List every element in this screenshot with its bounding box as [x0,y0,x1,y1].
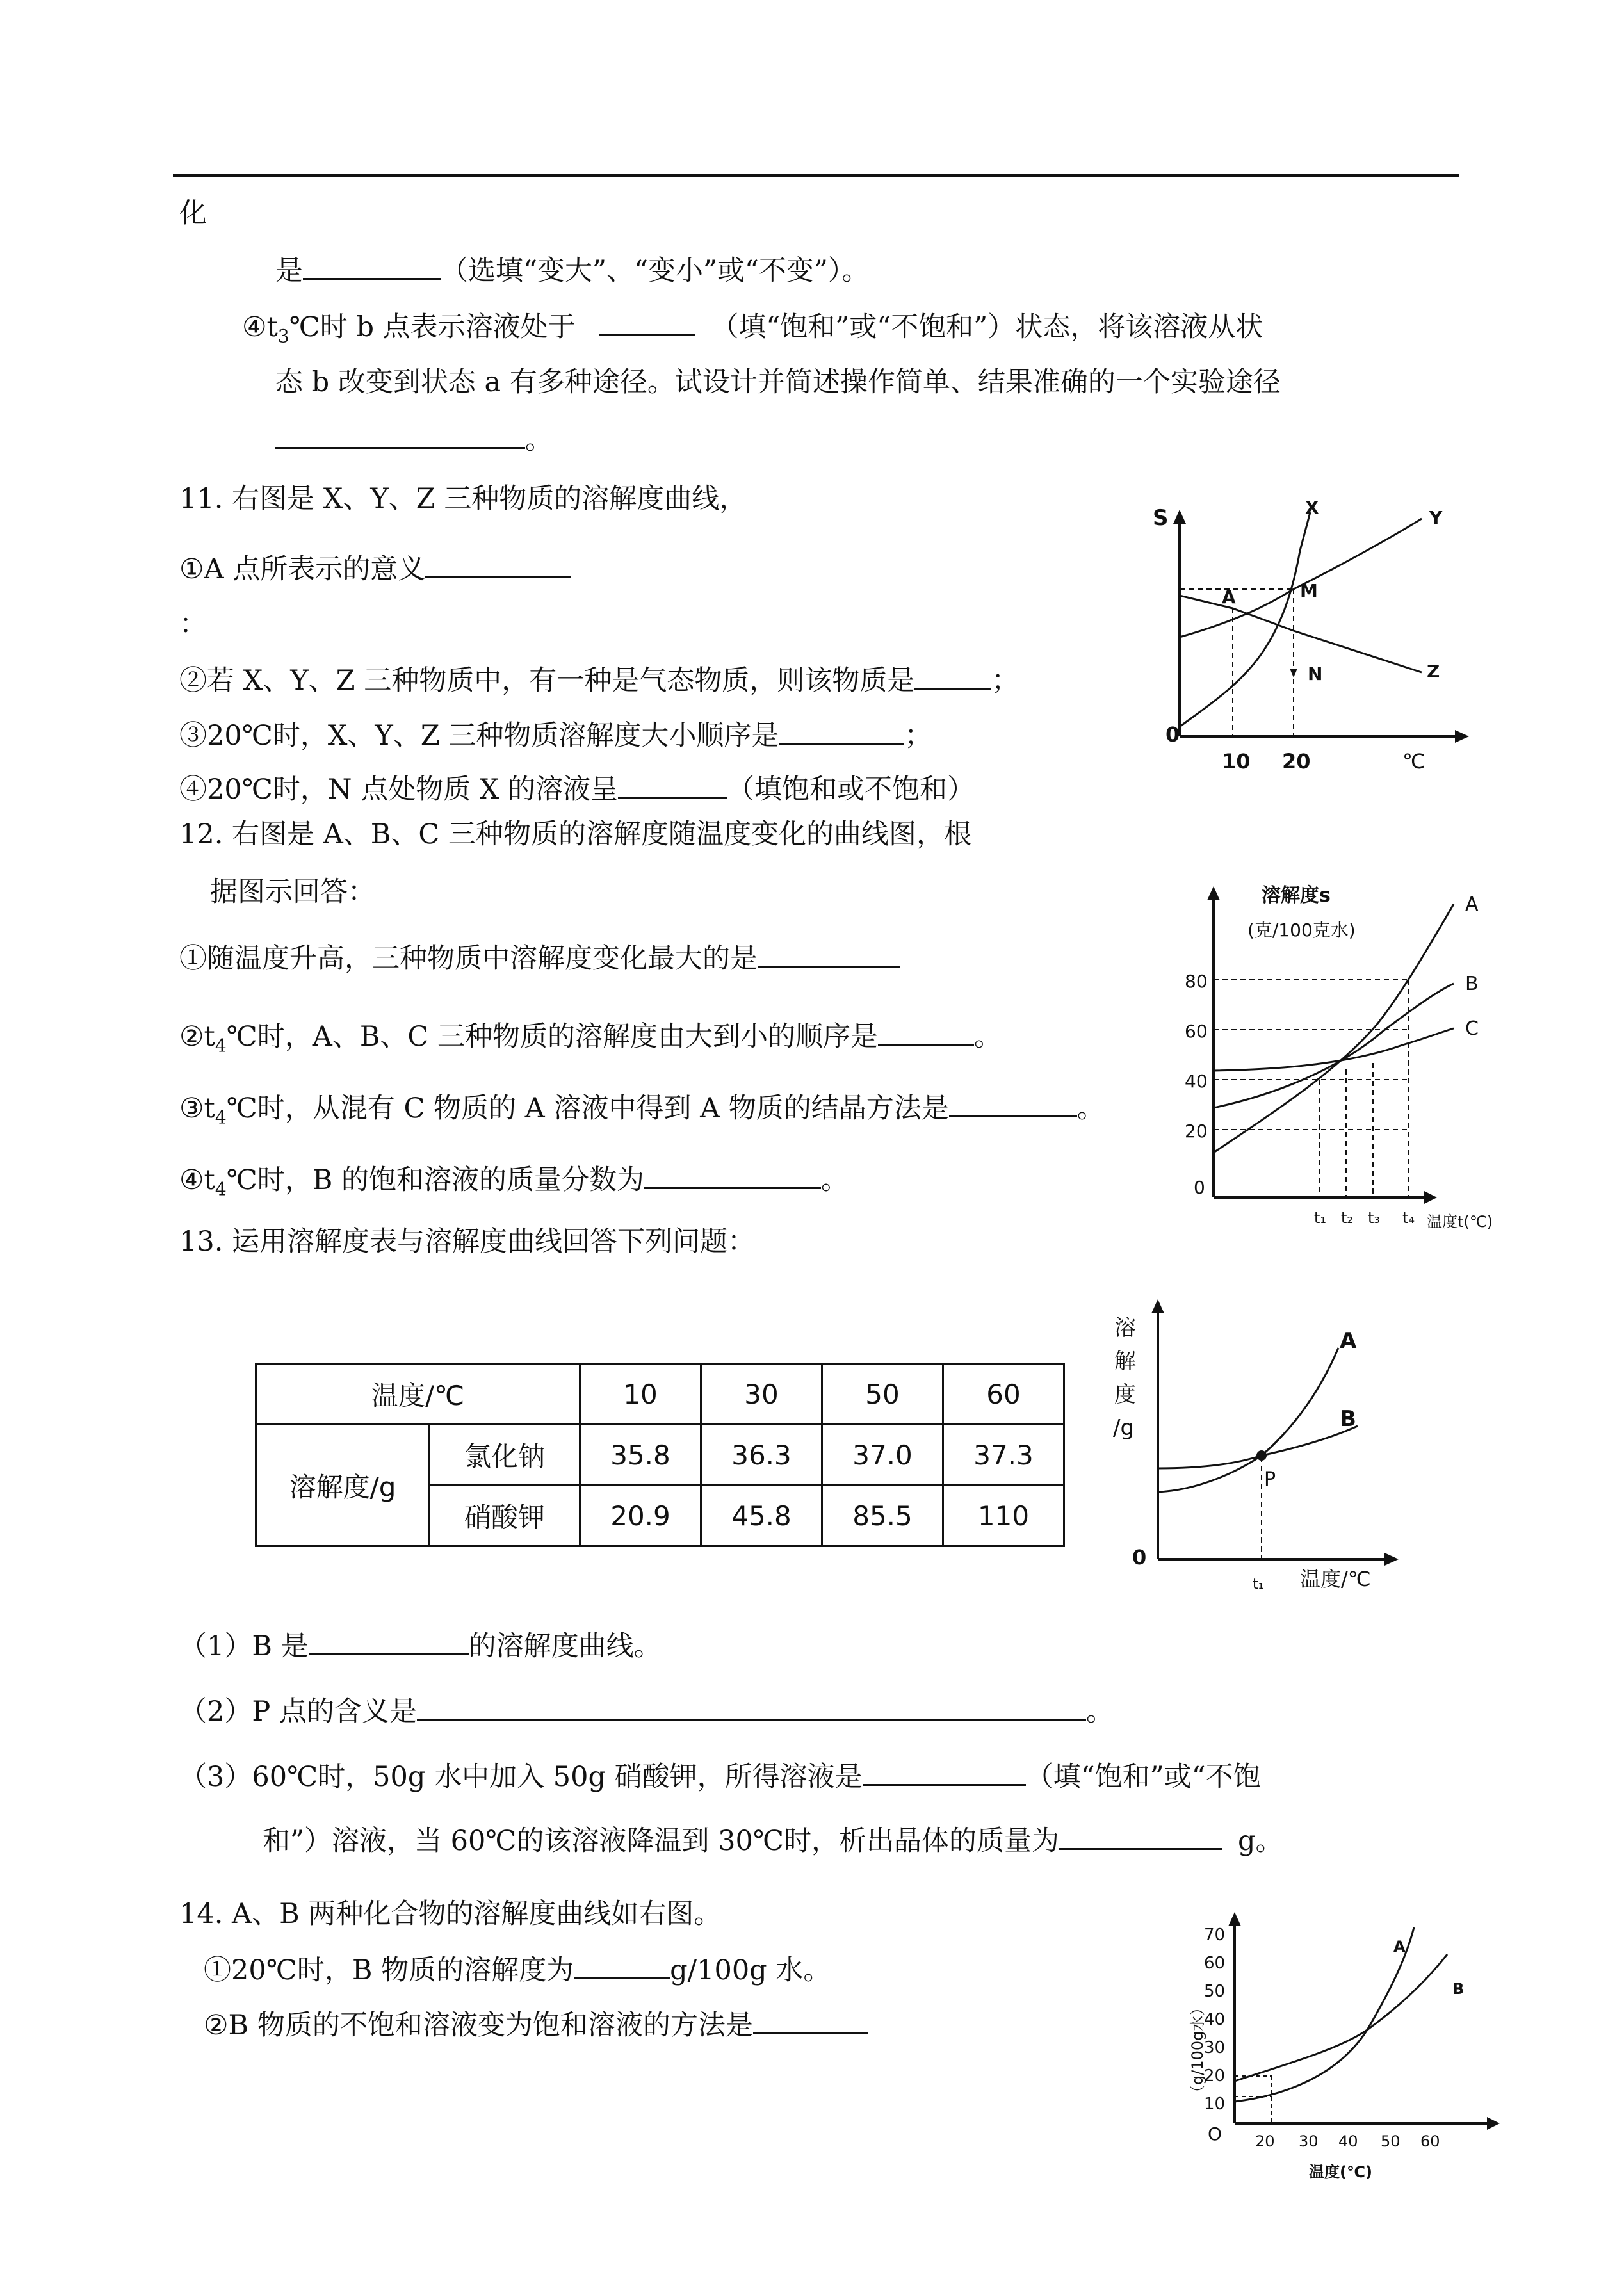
q14-blank-1[interactable] [574,1956,670,1979]
q14-xtick-20: 20 [1255,2132,1275,2150]
q10-line-1: 化 [179,197,207,229]
q14-s1: ①20℃时，B 物质的溶解度为 g/100g 水。 [204,1954,831,1986]
q11-label-y: Y [1429,507,1443,528]
q14-xtick-40: 40 [1338,2132,1358,2150]
q11-xtick-10: 10 [1222,749,1251,774]
q12-blank-3[interactable] [949,1094,1077,1117]
q13-x-arrow [1384,1553,1399,1566]
q12-ylabel-2: (克/100克水) [1247,920,1356,941]
q12-guides [1214,980,1409,1197]
q13-cell: 45.8 [701,1486,822,1546]
q12-blank-4[interactable] [644,1165,821,1189]
q11-title: 11. 右图是 X、Y、Z 三种物质的溶解度曲线， [179,483,747,515]
q13-blank-1[interactable] [309,1632,469,1655]
q10-line-5: 。 [275,425,553,454]
table-row [256,1425,1064,1486]
q14-x-arrow [1487,2117,1500,2130]
q13-cell: 85.5 [822,1486,943,1546]
q14-ytick-40: 40 [1204,2010,1226,2029]
q13-cell: 37.3 [943,1425,1064,1486]
q14-curve-b [1235,1954,1447,2081]
q13-temp-60: 60 [943,1364,1064,1425]
q14-chart [1146,1908,1505,2203]
q12-title: 12. 右图是 A、B、C 三种物质的溶解度随温度变化的曲线图，根 [179,818,971,850]
q13-temp-30: 30 [701,1364,822,1425]
q13-s3: （3）60℃时，50g 水中加入 50g 硝酸钾，所得溶液是 （填“饱和”或“不饱 [179,1761,1261,1793]
q14-ytick-30: 30 [1204,2038,1226,2057]
q12-ytick-60: 60 [1185,1021,1208,1042]
q12-xtick-t4: t₄ [1402,1209,1415,1227]
q11-origin: 0 [1165,722,1180,747]
q14-label-b: B [1452,1980,1465,1998]
q14-title: 14. A、B 两种化合物的溶解度曲线如右图。 [179,1898,722,1930]
q13-chart [1101,1290,1434,1598]
q12-title-2: 据图示回答： [210,876,375,908]
q13-y-arrow [1151,1299,1164,1313]
q13-cell: 20.9 [580,1486,701,1546]
q13-origin: 0 [1132,1545,1147,1569]
q12-x-arrow [1424,1191,1437,1204]
q14-label-a: A [1393,1938,1406,1956]
q11-xunit: ℃ [1402,749,1425,774]
q13-xtick-t1: t₁ [1253,1577,1264,1593]
q13-xlabel: 温度/℃ [1300,1567,1371,1591]
q12-ytick-0: 0 [1194,1177,1205,1198]
q11-blank-2[interactable] [914,666,991,690]
q14-xlabel: 温度(℃) [1309,2163,1372,2181]
q12-s4: $④t_4℃$时，B 的饱和溶液的质量分数为 。 [179,1164,849,1200]
q13-s1: （1）B 是 的溶解度曲线。 [179,1630,662,1662]
q13-cell: 36.3 [701,1425,822,1486]
q13-temp-50: 50 [822,1364,943,1425]
q12-label-c: C [1465,1018,1479,1040]
q13-ylabel-1: 溶 [1114,1315,1136,1341]
q12-xtick-t3: t₃ [1368,1209,1381,1227]
q13-curve-a [1158,1348,1338,1492]
q11-xtick-20: 20 [1282,749,1311,774]
q14-ytick-70: 70 [1204,1926,1226,1945]
q13-point-p-dot [1256,1450,1267,1461]
q14-s2: ②B 物质的不饱和溶液变为饱和溶液的方法是 [204,2011,868,2040]
q11-blank-3[interactable] [779,721,904,745]
q13-label-a: A [1340,1328,1357,1354]
q11-curve-x [1180,512,1310,727]
q13-ylabel-2: 解 [1114,1349,1136,1374]
q12-label-a: A [1465,893,1479,916]
q10-line-3: $④t_3℃$时 b 点表示溶液处于 （填“饱和”或“不饱和”）状态，将该溶液从状 [242,311,1263,347]
q14-blank-2[interactable] [753,2011,868,2034]
q13-cell: 35.8 [580,1425,701,1486]
table-row [256,1364,1064,1425]
q10-blank-3[interactable] [275,425,525,449]
q10-blank-2[interactable] [599,312,695,336]
q14-ylabel: （g/100g水） [1189,2000,1206,2100]
q12-blank-1[interactable] [758,944,900,968]
q11-curve-z [1180,596,1422,672]
q13-row-name-nacl: 氯化钠 [430,1425,580,1486]
q11-label-x: X [1305,497,1319,518]
q13-row-name-kno3: 硝酸钾 [430,1486,580,1546]
q13-temp-10: 10 [580,1364,701,1425]
q13-title: 13. 运用溶解度表与溶解度曲线回答下列问题： [179,1226,756,1258]
q12-s1: ①随温度升高，三种物质中溶解度变化最大的是 [179,944,900,973]
q11-n-arrow [1290,669,1297,677]
q13-ylabel-3: 度 [1114,1382,1136,1407]
q11-s1: ①A 点所表示的意义 [179,555,571,583]
q14-origin: O [1208,2123,1222,2145]
q11-label-z: Z [1427,661,1440,682]
q13-label-b: B [1340,1406,1356,1432]
q13-ylabel-4: /g [1113,1415,1135,1441]
q12-ytick-20: 20 [1185,1121,1208,1142]
q12-blank-2[interactable] [878,1022,974,1046]
q12-label-b: B [1465,973,1479,995]
q10-line-4: 态 b 改变到状态 a 有多种途径。试设计并简述操作简单、结果准确的一个实验途径 [275,366,1281,398]
q14-y-arrow [1228,1912,1241,1926]
q10-line-2: 是 （选填“变大”、“变小”或“不变”）。 [275,255,870,287]
q12-ytick-40: 40 [1185,1071,1208,1092]
q11-s4: ④20℃时，N 点处物质 X 的溶液呈 （填饱和或不饱和） [179,774,975,806]
q11-point-n: N [1308,663,1323,685]
q11-s3: ③20℃时，X、Y、Z 三种物质溶解度大小顺序是 ； [179,720,932,752]
q13-s2: （2）P 点的含义是 。 [179,1696,1114,1728]
q12-chart [1172,877,1531,1236]
q11-y-arrow [1173,510,1186,524]
q11-point-a: A [1222,587,1236,608]
q14-xtick-30: 30 [1299,2132,1319,2150]
q13-cell: 37.0 [822,1425,943,1486]
q12-curve-a [1214,904,1454,1153]
q13-cell: 110 [943,1486,1064,1546]
q12-s3: $③t_4℃$时，从混有 C 物质的 A 溶液中得到 A 物质的结晶方法是 。 [179,1092,1105,1128]
q14-xtick-50: 50 [1381,2132,1401,2150]
q11-point-m: M [1300,580,1318,601]
q11-curve-y [1180,519,1422,637]
q11-blank-1[interactable] [425,555,571,578]
q13-curve-b [1158,1426,1358,1468]
q13-blank-4[interactable] [1059,1826,1222,1850]
q11-x-arrow [1455,730,1469,743]
q12-curve-b [1214,984,1454,1108]
q14-xtick-60: 60 [1420,2132,1440,2150]
q11-blank-4[interactable] [618,775,727,799]
q13-solubility-table [255,1363,1065,1547]
q13-row-group: 溶解度/g [256,1425,430,1546]
q11-chart [1140,499,1498,794]
q12-s2: $②t_4℃$时，A、B、C 三种物质的溶解度由大到小的顺序是 。 [179,1021,1002,1057]
q11-ylabel: S [1153,505,1169,531]
header-rule [173,174,1459,177]
q12-ytick-80: 80 [1185,971,1208,992]
q11-s1-colon: ： [179,608,207,640]
q13-point-p: P [1264,1468,1276,1491]
q14-ytick-10: 10 [1204,2095,1226,2114]
q14-ytick-50: 50 [1204,1982,1226,2001]
q11-s2: ②若 X、Y、Z 三种物质中，有一种是气态物质，则该物质是 ； [179,665,1019,697]
q10-blank-1[interactable] [303,256,441,280]
q12-xlabel: 温度t(℃) [1427,1213,1493,1231]
q12-ylabel-1: 溶解度s [1262,884,1331,907]
q13-blank-2[interactable] [417,1697,1086,1721]
q13-blank-3[interactable] [863,1762,1026,1786]
q14-ytick-20: 20 [1204,2066,1226,2086]
q12-xtick-t1: t₁ [1314,1209,1327,1227]
q13-s3-cont: 和”）溶液，当 60℃的该溶液降温到 30℃时，析出晶体的质量为 g。 [263,1825,1283,1857]
q12-xtick-t2: t₂ [1341,1209,1354,1227]
q12-y-arrow [1207,886,1220,900]
q14-ytick-60: 60 [1204,1954,1226,1973]
q13-table-header: 温度/℃ [256,1364,580,1425]
